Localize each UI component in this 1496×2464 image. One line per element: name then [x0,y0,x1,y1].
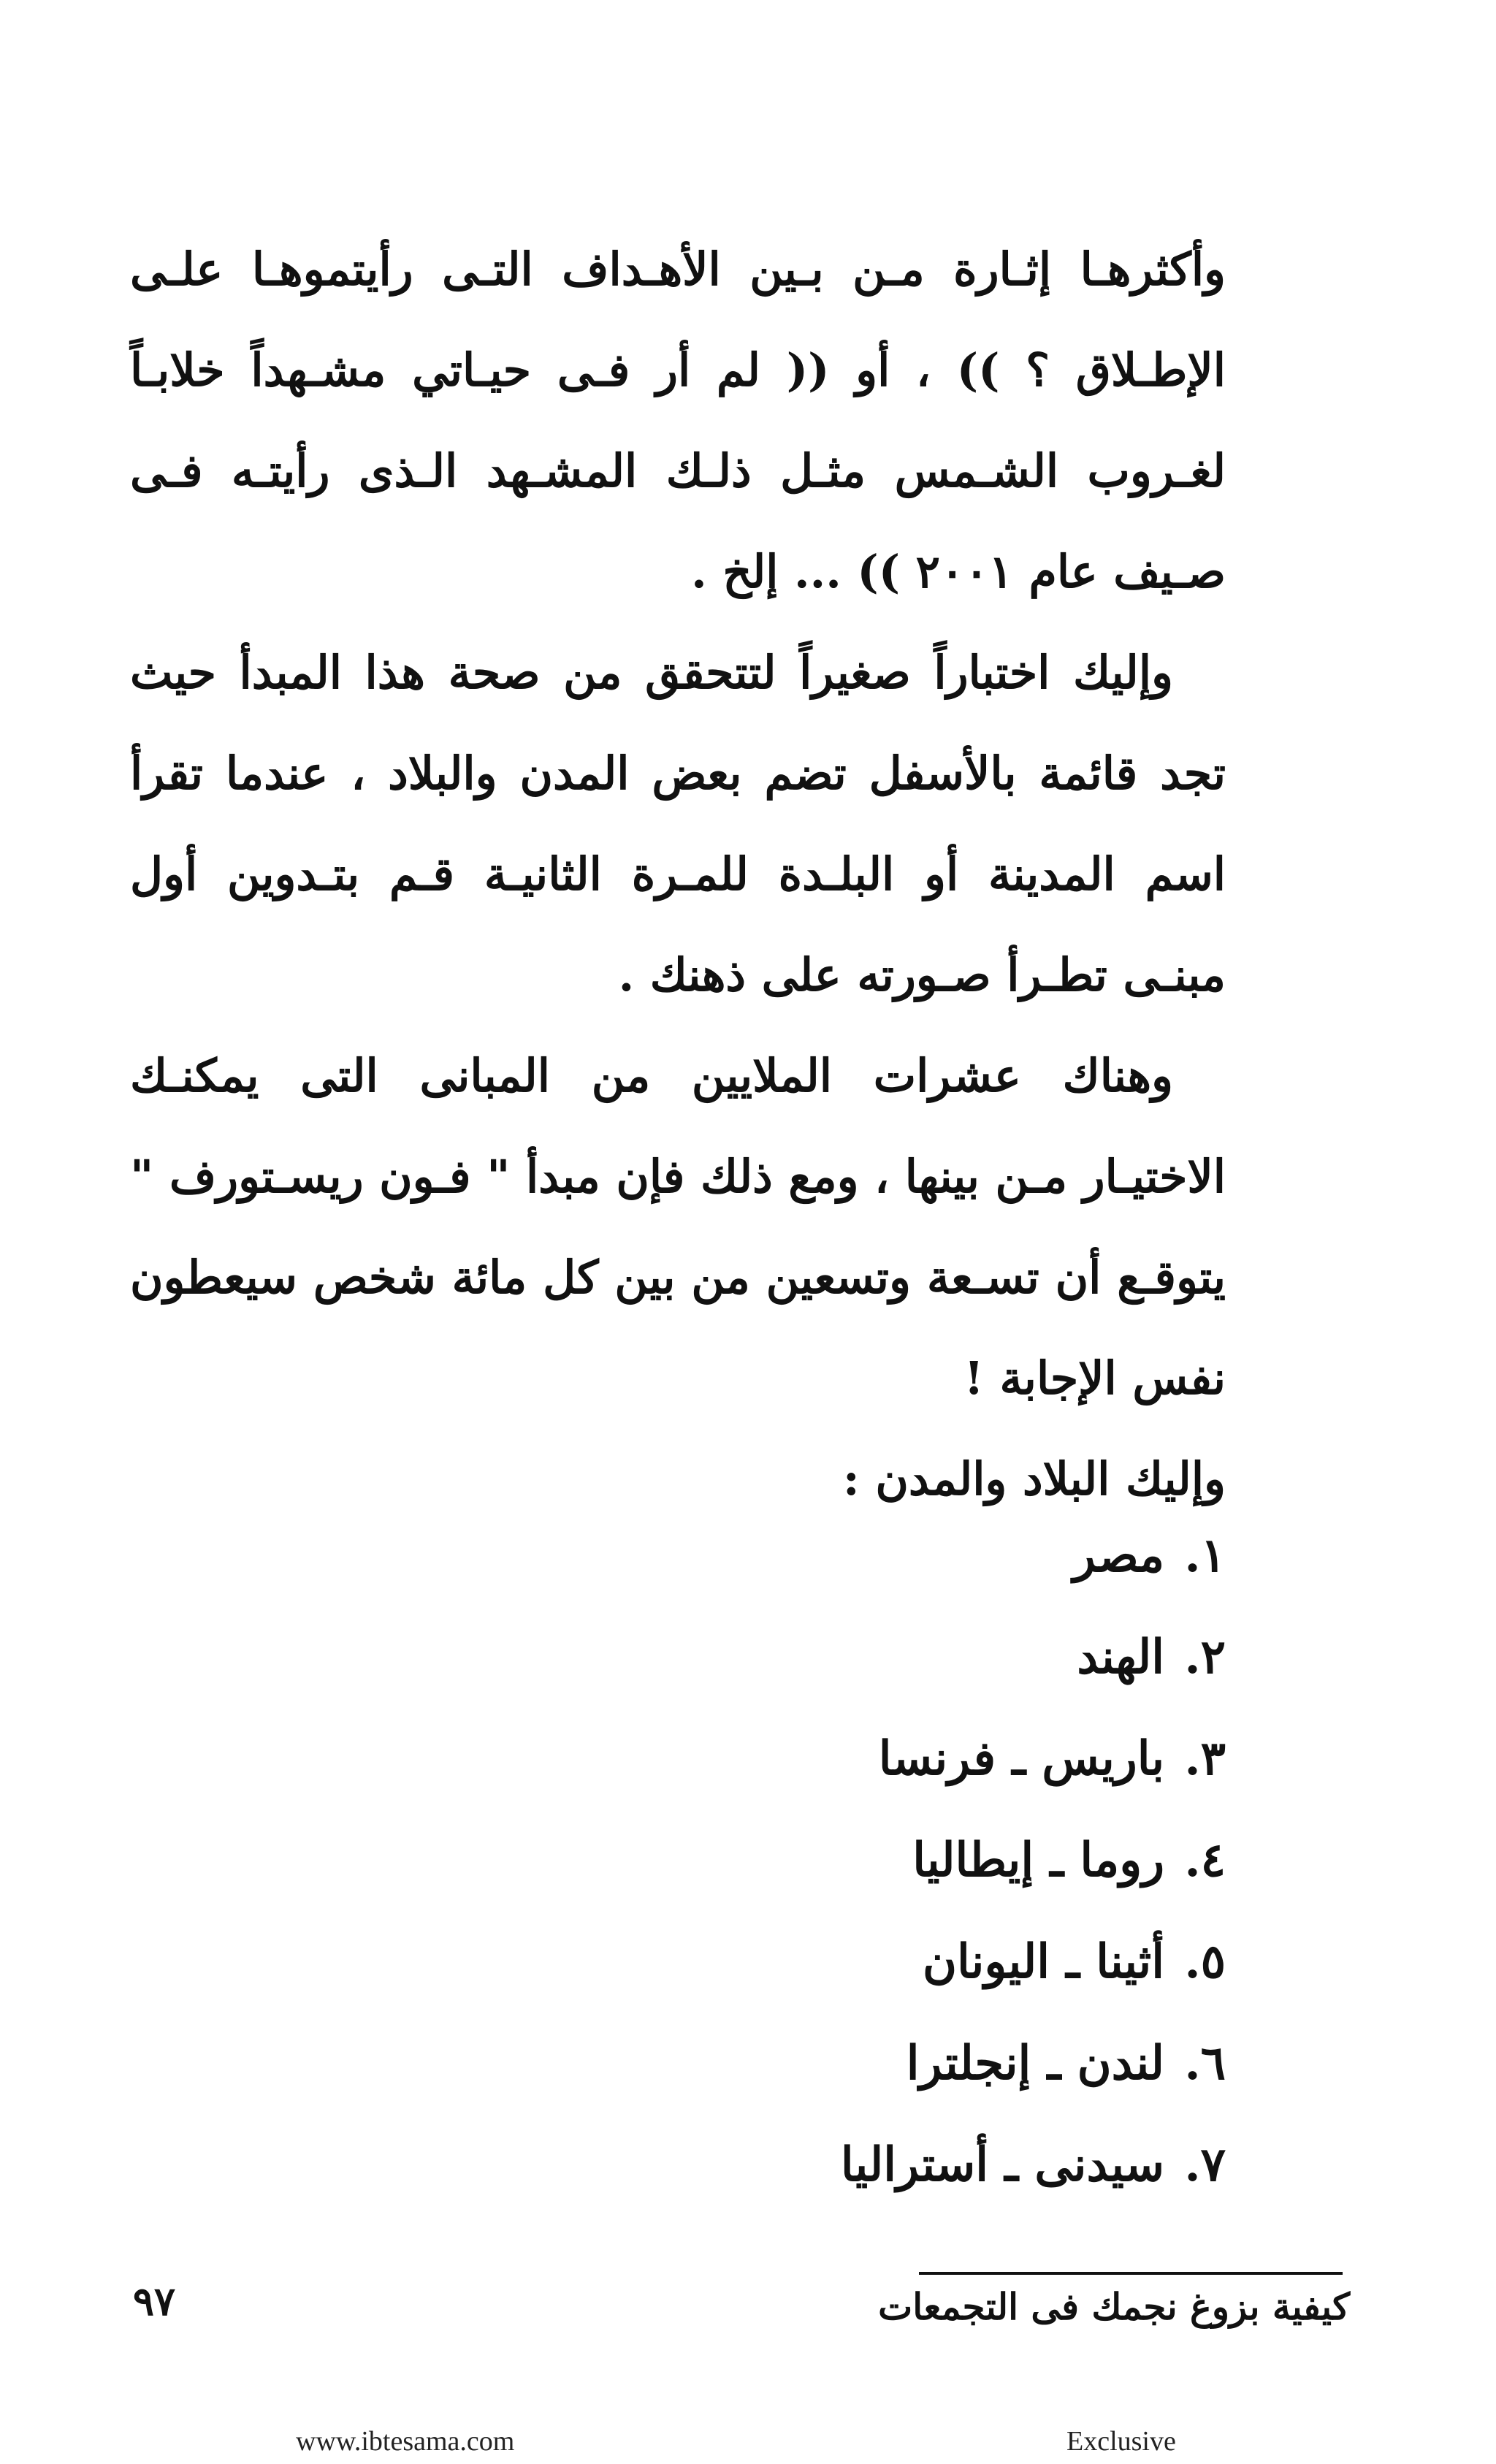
paragraph-continuation: وأكثرهـا إثـارة مـن بـين الأهـداف التـى رأيتموهـا علـى الإطـلاق ؟ )) ، أو (( لم أر فـى حيـاتي مشـهداً خلابـاً لغـروب الشـمس مثـل ذلـك المشـهد الـذى رأيتـه فـى صـيف عام ٢٠٠١ )) ... إلخ . [130,243,1226,598]
list-number: ٤. [1184,1833,1226,1888]
list-item [841,1606,1226,1708]
list-item [841,1911,1226,2013]
list-text: باريس ـ فرنسا [878,1731,1164,1786]
list-item [841,1809,1226,1911]
paragraph-list-intro: وإليك البلاد والمدن : [842,1452,1226,1506]
list-number: ٥. [1184,1934,1226,1989]
list-item [841,1708,1226,1809]
paragraph-test-intro: وإليك اختباراً صغيراً لتتحقق من صحة هذا المبدأ حيث تجد قائمة بالأسفل تضم بعض المدن والبلاد ، عندما تقرأ اسم المدينة أو البلـدة للمـرة الثانيـة قـم بتـدوين أول مبنـى تطـرأ صـورته على ذهنك . [130,646,1226,1002]
website-watermark: www.ibtesama.com [296,2426,515,2457]
list-number: ٢. [1184,1630,1226,1685]
list-text: الهند [1077,1630,1164,1685]
list-text: أثينا ـ اليونان [923,1934,1164,1989]
list-number: ٦. [1184,2036,1226,2091]
running-footer-title: كيفية بزوغ نجمك فى التجمعات [878,2285,1350,2328]
places-list [841,1505,1226,2216]
list-text: لندن ـ إنجلترا [906,2036,1164,2091]
list-number: ١. [1184,1528,1226,1583]
list-item [841,2013,1226,2114]
list-text: روما ـ إيطاليا [912,1833,1164,1888]
paragraph-von-restorff: وهناك عشرات الملايين من المبانى التى يمكنـك الاختيـار مـن بينها ، ومع ذلك فإن مبدأ " فـون ريسـتورف " يتوقـع أن تسـعة وتسعين من بين كل مائة شخص سيعطون نفس الإجابة ! [130,1049,1226,1405]
list-number: ٧. [1184,2137,1226,2192]
list-item [841,1505,1226,1606]
list-item [841,2114,1226,2216]
exclusive-label: Exclusive [1066,2426,1176,2457]
body-text [130,219,1226,1530]
list-number: ٣. [1184,1731,1226,1786]
footer-divider [919,2272,1343,2275]
list-text: مصر [1072,1528,1164,1583]
list-text: سيدنى ـ أستراليا [840,2137,1164,2192]
page-number: ٩٧ [133,2278,176,2324]
